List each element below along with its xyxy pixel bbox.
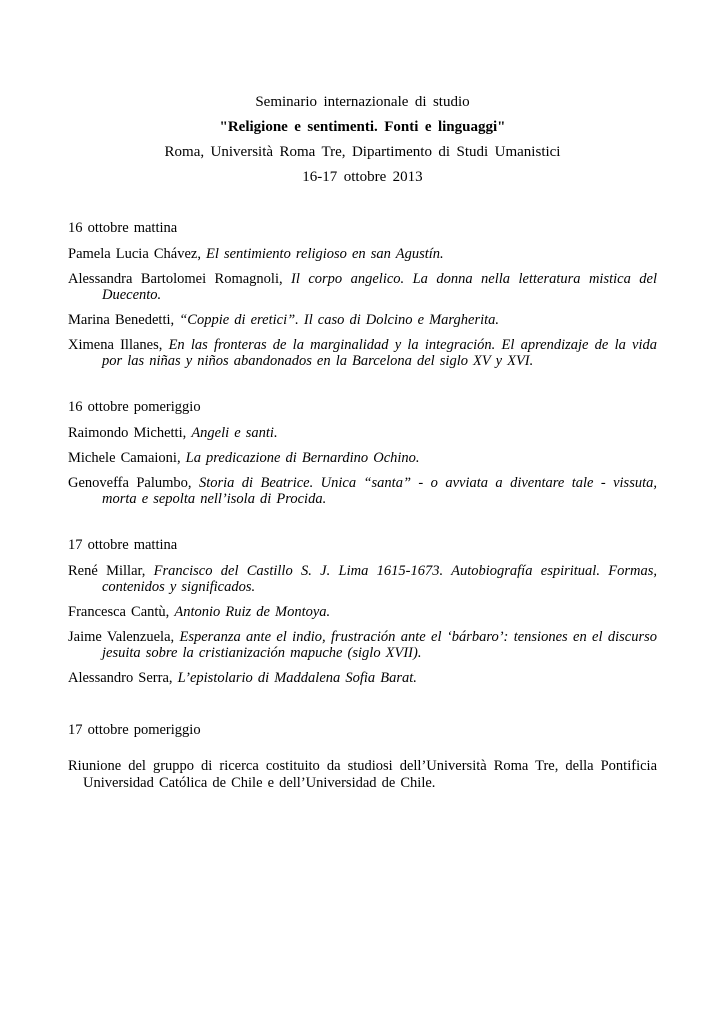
speaker-name: Alessandra Bartolomei Romagnoli,: [68, 271, 292, 287]
talk-title: Antonio Ruiz de Montoya.: [174, 604, 331, 620]
speaker-name: Ximena Illanes,: [68, 337, 169, 353]
session-heading: 17 ottobre mattina: [68, 537, 178, 553]
program-entry: [68, 475, 657, 507]
closing-note: Riunione del gruppo di ricerca costituito da studiosi dell’Università Roma Tre, della Pontificia Universidad Católica de Chile e dell’Universidad de Chile.: [68, 758, 657, 791]
speaker-name: Marina Benedetti,: [68, 312, 180, 328]
talk-title: Angeli e santi.: [191, 425, 278, 441]
seminar-venue: Roma, Università Roma Tre, Dipartimento di Studi Umanistici: [164, 144, 561, 160]
talk-title: Storia di Beatrice. Unica “santa” - o avviata a diventare tale - vissuta, morta e sepolta nell’isola di Procida.: [102, 475, 657, 507]
talk-title: “Coppie di eretici”. Il caso di Dolcino e Margherita.: [179, 312, 500, 328]
program-entry: [68, 629, 657, 661]
program-entry: [68, 670, 657, 686]
talk-title: La predicazione di Bernardino Ochino.: [185, 450, 420, 466]
seminar-header: [68, 90, 657, 190]
program-entry: [68, 246, 657, 262]
speaker-name: Alessandro Serra,: [68, 670, 178, 686]
speaker-name: René Millar,: [68, 563, 154, 579]
program-entry: [68, 312, 657, 328]
speaker-name: Michele Camaioni,: [68, 450, 186, 466]
session-16-morning: [68, 220, 657, 369]
talk-title: El sentimiento religioso en san Agustín.: [206, 246, 444, 262]
program-entry: [68, 425, 657, 441]
talk-title: Il corpo angelico. La donna nella letteratura mistica del Duecento.: [102, 271, 657, 303]
program-entry: [68, 337, 657, 369]
session-17-afternoon: [68, 722, 657, 792]
talk-title: L’epistolario di Maddalena Sofia Barat.: [177, 670, 417, 686]
seminar-dates: 16-17 ottobre 2013: [302, 169, 423, 185]
session-heading: 17 ottobre pomeriggio: [68, 722, 201, 738]
speaker-name: Raimondo Michetti,: [68, 425, 192, 441]
speaker-name: Jaime Valenzuela,: [68, 629, 180, 645]
speaker-name: Genoveffa Palumbo,: [68, 475, 199, 491]
session-heading: 16 ottobre mattina: [68, 220, 178, 236]
session-16-afternoon: [68, 399, 657, 507]
seminar-subtitle: Seminario internazionale di studio: [255, 94, 470, 110]
program-entry: [68, 604, 657, 620]
talk-title: Francisco del Castillo S. J. Lima 1615-1673. Autobiografía espiritual. Formas, contenidos y significados.: [102, 563, 657, 595]
speaker-name: Francesca Cantù,: [68, 604, 175, 620]
program: [68, 220, 657, 792]
talk-title: Esperanza ante el indio, frustración ante el ‘bárbaro’: tensiones en el discurso jesuita sobre la cristianización mapuche (siglo XVII).: [102, 629, 657, 661]
program-entry: [68, 450, 657, 466]
talk-title: En las fronteras de la marginalidad y la integración. El aprendizaje de la vida por las niñas y niños abandonados en la Barcelona del siglo XV y XVI.: [102, 337, 657, 369]
session-17-morning: [68, 537, 657, 686]
speaker-name: Pamela Lucia Chávez,: [68, 246, 207, 262]
seminar-title: "Religione e sentimenti. Fonti e linguaggi": [219, 119, 506, 135]
program-entry: [68, 271, 657, 303]
session-heading: 16 ottobre pomeriggio: [68, 399, 201, 415]
program-entry: [68, 563, 657, 595]
